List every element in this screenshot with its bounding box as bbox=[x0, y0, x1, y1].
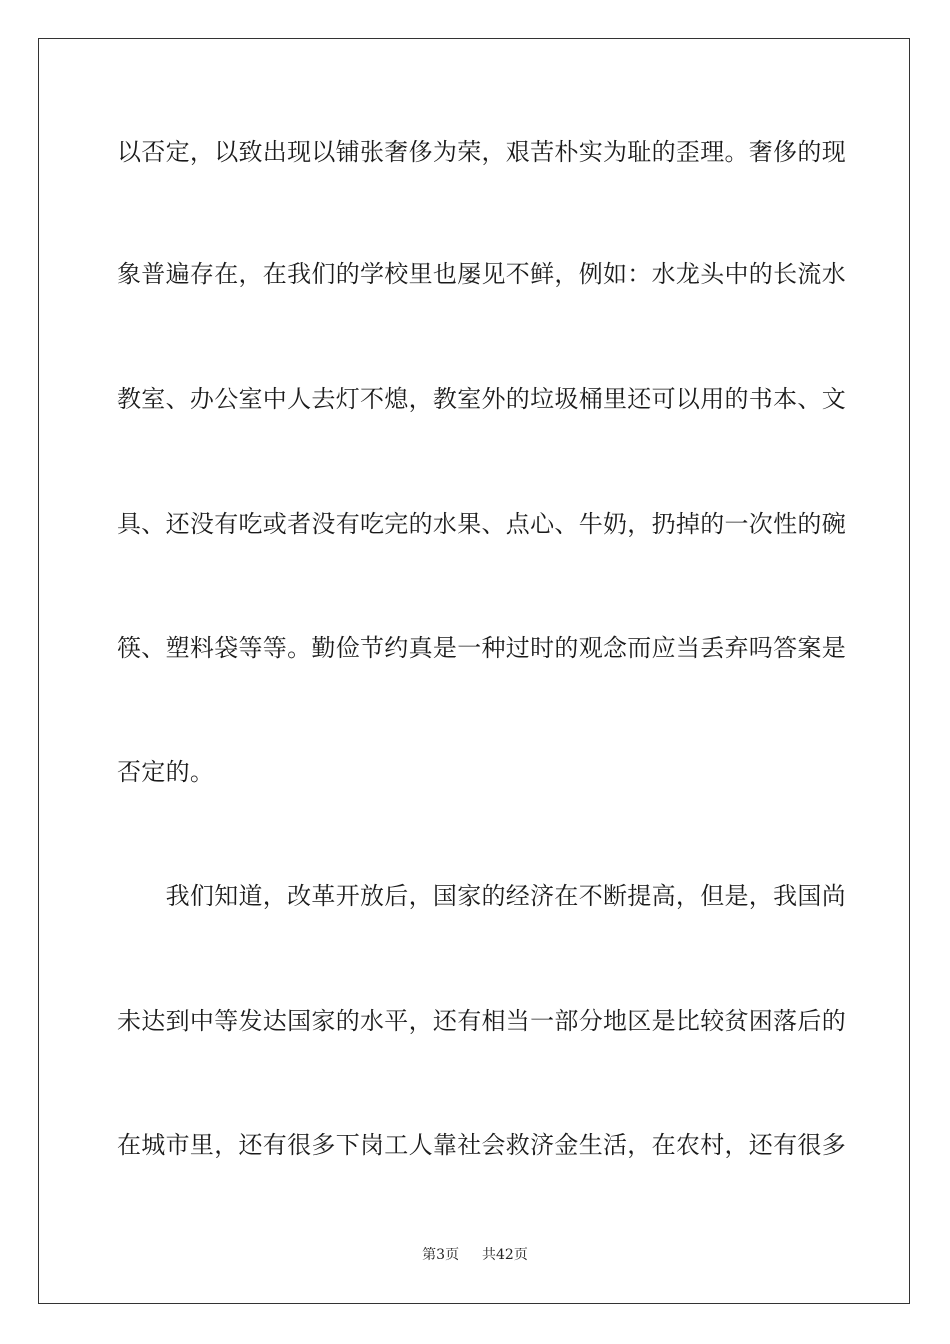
body-text-line-9: 在城市里，还有很多下岗工人靠社会救济金生活，在农村，还有很多 bbox=[117, 1131, 846, 1159]
total-pages: 共42页 bbox=[482, 1247, 528, 1263]
body-text-line-2: 象普遍存在，在我们的学校里也屡见不鲜，例如：水龙头中的长流水 bbox=[117, 260, 846, 288]
body-text-line-1: 以否定，以致出现以铺张奢侈为荣，艰苦朴实为耻的歪理。奢侈的现 bbox=[117, 138, 846, 166]
body-text-line-4: 具、还没有吃或者没有吃完的水果、点心、牛奶，扔掉的一次性的碗 bbox=[117, 510, 846, 538]
page-border bbox=[38, 38, 910, 1304]
body-text-line-7: 我们知道，改革开放后，国家的经济在不断提高，但是，我国尚 bbox=[117, 882, 846, 910]
body-text-line-3: 教室、办公室中人去灯不熄，教室外的垃圾桶里还可以用的书本、文 bbox=[117, 385, 846, 413]
page-number: 第3页 bbox=[422, 1247, 460, 1263]
page-footer bbox=[0, 1246, 950, 1264]
body-text-line-8: 未达到中等发达国家的水平，还有相当一部分地区是比较贫困落后的 bbox=[117, 1007, 846, 1035]
body-text-line-5: 筷、塑料袋等等。勤俭节约真是一种过时的观念而应当丢弃吗答案是 bbox=[117, 634, 846, 662]
body-text-line-6: 否定的。 bbox=[117, 758, 215, 786]
